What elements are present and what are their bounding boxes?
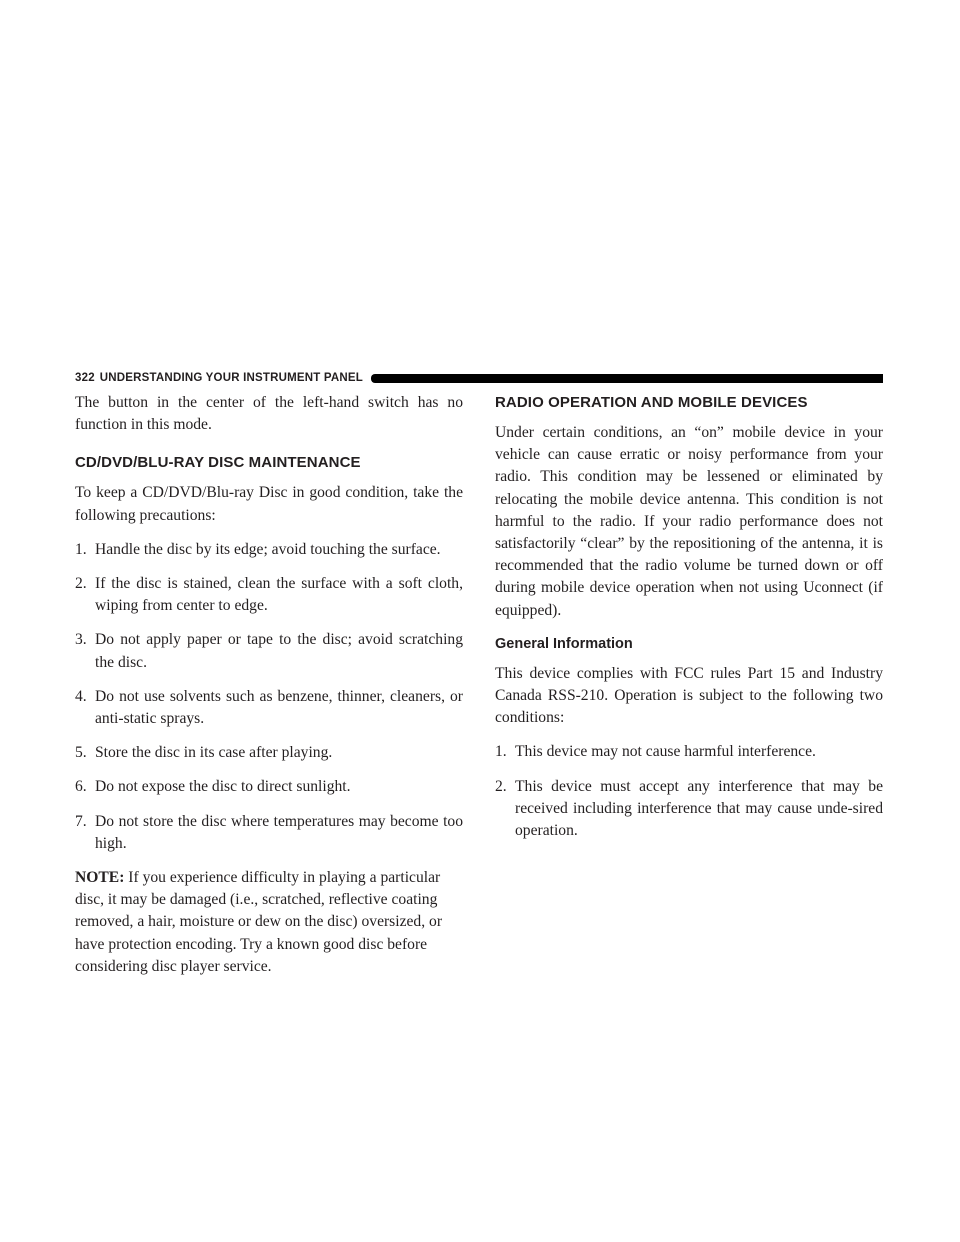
radio-mobile-heading: RADIO OPERATION AND MOBILE DEVICES [495,394,808,411]
right-column [495,392,883,854]
header-rule [371,374,883,383]
list-item-number: 6. [75,778,87,796]
list-item [75,742,463,764]
note-text: If you experience difficulty in playing a particular disc, it may be damaged (i.e., scratched, reflective coating removed, a hair, moisture or dew on the disc) oversized, or have protection encoding. Try a known good disc before considering disc player service. [75,869,443,975]
list-item-text: This device must accept any interference that may be received including interference that may cause unde-sired operation. [515,777,883,840]
precautions-list [75,539,463,855]
general-information-body: This device complies with FCC rules Part 15 and Industry Canada RSS-210. Operation is subject to the following two conditions: [495,664,883,727]
list-item-number: 1. [75,540,87,558]
left-column [75,392,463,990]
list-item [495,776,883,843]
list-item-number: 1. [495,743,507,761]
list-item [495,741,883,763]
conditions-list [495,741,883,842]
page-number: 322 [75,372,95,384]
list-item-text: Store the disc in its case after playing. [95,744,333,762]
list-item-number: 4. [75,687,87,705]
list-item-number: 5. [75,744,87,762]
list-item-text: Do not store the disc where temperatures may become too high. [95,812,463,852]
list-item-text: Do not apply paper or tape to the disc; avoid scratching the disc. [95,631,463,671]
list-item-number: 2. [75,575,87,593]
list-item-text: Do not use solvents such as benzene, thinner, cleaners, or anti-static sprays. [95,687,463,728]
list-item-text: Do not expose the disc to direct sunlight. [95,778,351,796]
list-item [75,573,463,617]
list-item-text: If the disc is stained, clean the surface with a soft cloth, wiping from center to edge. [95,575,463,615]
disc-maintenance-heading: CD/DVD/BLU-RAY DISC MAINTENANCE [75,454,361,472]
radio-mobile-body: Under certain conditions, an “on” mobile device in your vehicle can cause erratic or noisy performance from your radio. This condition may be lessened or eliminated by relocating the mobile device antenna. This condition is not harmful to the radio. If your radio performance does not satisfactorily “clear” by the repositioning of the antenna, it is recommended that the radio volume be turned down or off during mobile device operation when not using Uconnect (if equipped). [495,424,883,619]
section-title: UNDERSTANDING YOUR INSTRUMENT PANEL [99,372,363,384]
general-information-heading: General Information [495,635,633,652]
note-paragraph [75,867,463,978]
list-item-number: 3. [75,631,87,649]
list-item [75,629,463,673]
list-item [75,686,463,730]
note-label: NOTE: [75,869,125,887]
intro-paragraph: The button in the center of the left-hand switch has no function in this mode. [75,394,463,434]
list-item [75,539,463,561]
page-header [75,370,883,386]
precautions-lead: To keep a CD/DVD/Blu-ray Disc in good condition, take the following precautions: [75,484,463,524]
list-item [75,811,463,855]
list-item [75,776,463,798]
list-item-text: Handle the disc by its edge; avoid touching the surface. [95,540,441,558]
list-item-number: 7. [75,812,87,830]
list-item-number: 2. [495,777,507,795]
list-item-text: This device may not cause harmful interference. [515,743,816,761]
